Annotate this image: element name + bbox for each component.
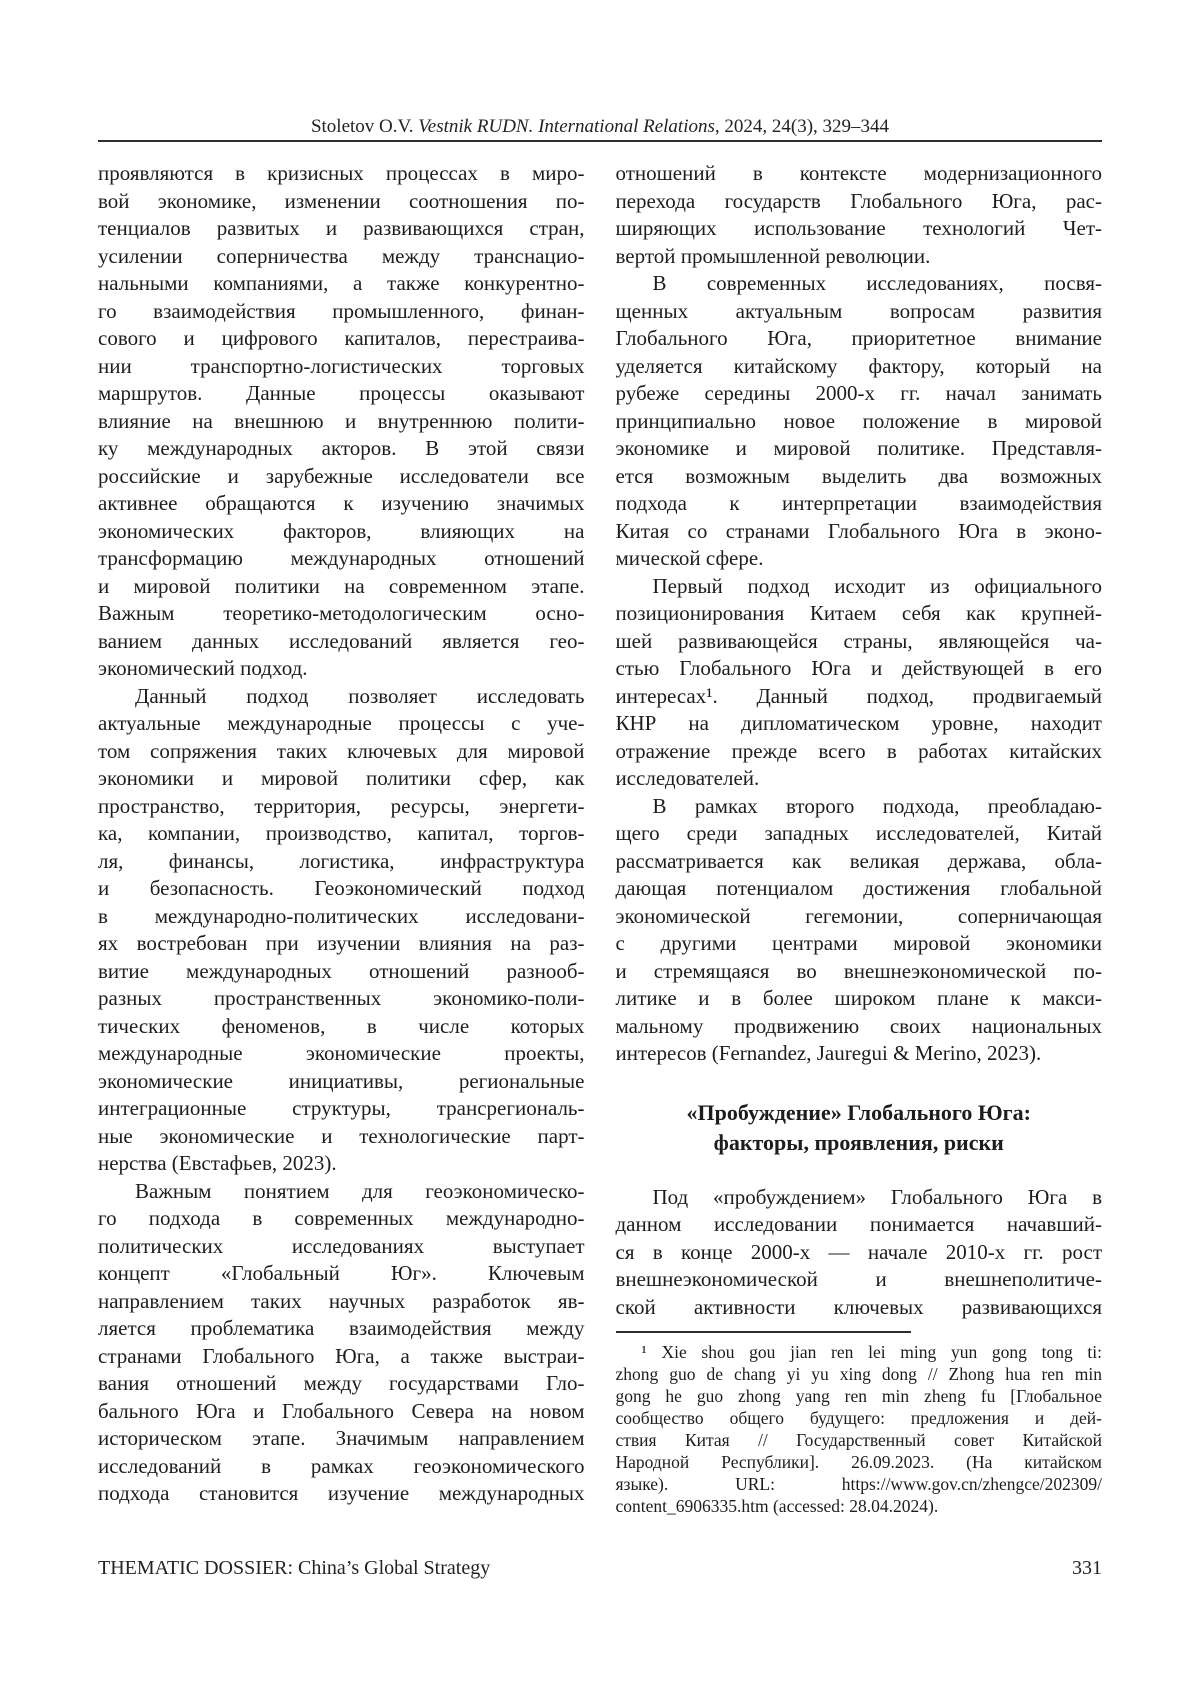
paragraph xyxy=(616,160,1103,270)
footer-dossier-label: THEMATIC DOSSIER: China’s Global Strategy xyxy=(98,1557,491,1579)
text-line: Важным теоретико-методологическим осно- xyxy=(98,601,585,625)
text-line: Важным понятием для геоэкономическо- xyxy=(135,1178,585,1203)
text-line: с другими центрами мировой экономики xyxy=(615,931,1102,955)
text-line: сового и цифрового капиталов, перестраива- xyxy=(98,326,585,350)
heading-line: факторы, проявления, риски xyxy=(713,1129,1004,1155)
footnote-line: ствия Китая // Государственный совет Китайской xyxy=(615,1430,1102,1450)
text-line: рассматривается как великая держава, обла- xyxy=(615,848,1102,873)
text-line: тенциалов развитых и развивающихся стран, xyxy=(98,216,585,240)
text-line: и мировой политики на современном этапе. xyxy=(98,573,585,598)
text-line: историческом этапе. Значимым направлением xyxy=(98,1426,585,1450)
text-line: направлением таких научных разработок яв- xyxy=(98,1288,585,1313)
text-line: исследований в рамках геоэкономического xyxy=(98,1453,585,1478)
paragraph xyxy=(98,683,585,1178)
footnote-line: языке). URL: https://www.gov.cn/zhengce/202309/ xyxy=(615,1474,1102,1494)
text-line: отношений в контексте модернизационного xyxy=(615,161,1102,185)
right-column xyxy=(616,160,1103,1517)
text-line: Под «пробуждением» Глобального Юга в xyxy=(652,1184,1102,1209)
left-column xyxy=(98,160,585,1517)
text-line: нии транспортно-логистических торговых xyxy=(98,353,585,378)
text-line: ской активности ключевых развивающихся xyxy=(615,1294,1102,1319)
text-line: го взаимодействия промышленного, финан- xyxy=(98,298,585,323)
text-line: экономической гегемонии, соперничающая xyxy=(615,903,1102,928)
paragraph xyxy=(616,793,1103,1068)
paragraph xyxy=(98,160,585,683)
text-line: пространство, территория, ресурсы, энергети- xyxy=(98,793,585,818)
text-line: рубеже середины 2000-х гг. начал занимать xyxy=(615,381,1102,405)
text-line: Глобального Юга, приоритетное внимание xyxy=(615,326,1102,350)
text-line: мальному продвижению своих национальных xyxy=(615,1013,1102,1038)
text-line: внешнеэкономической и внешнеполитиче- xyxy=(615,1267,1102,1291)
text-line: витие международных отношений разнооб- xyxy=(98,958,585,983)
text-line: маршрутов. Данные процессы оказывают xyxy=(98,381,585,405)
text-line: литике и в более широком плане к макси- xyxy=(615,986,1102,1010)
text-line: данном исследовании понимается начавший- xyxy=(615,1212,1102,1236)
text-line: ные экономические и технологические парт- xyxy=(98,1123,585,1148)
running-head xyxy=(98,116,1102,138)
text-line: Китая со странами Глобального Юга в эконо- xyxy=(615,518,1102,543)
text-line: подхода к интерпретации взаимодействия xyxy=(615,491,1102,515)
text-line: ка, компании, производство, капитал, торгов- xyxy=(98,821,585,845)
heading-line: «Пробуждение» Глобального Юга: xyxy=(686,1099,1031,1125)
text-line: щего среди западных исследователей, Китай xyxy=(615,821,1102,845)
text-line: ляется проблематика взаимодействия между xyxy=(98,1316,585,1340)
text-line: экономические инициативы, региональные xyxy=(98,1068,585,1093)
text-line: тических феноменов, в числе которых xyxy=(98,1013,585,1038)
page-number: 331 xyxy=(1072,1557,1102,1579)
text-line: отражение прежде всего в работах китайских xyxy=(615,738,1102,763)
text-line: политических исследованиях выступает xyxy=(98,1233,585,1258)
text-line: мической сфере. xyxy=(615,546,764,570)
section-heading xyxy=(616,1098,1103,1158)
text-line: экономике и мировой политике. Представля- xyxy=(615,436,1102,460)
text-line: вания отношений между государствами Гло- xyxy=(98,1371,585,1395)
text-line: исследователей. xyxy=(615,766,760,790)
text-line: ку международных акторов. В этой связи xyxy=(98,436,585,460)
text-line: подхода становится изучение международных xyxy=(98,1481,585,1505)
text-line: интересов (Fernandez, Jauregui & Merino, 2023). xyxy=(615,1041,1042,1065)
footnote-line: Народной Республики]. 26.09.2023. (На китайском xyxy=(615,1452,1102,1472)
running-head-journal-title: Vestnik RUDN. International Relations xyxy=(418,116,715,137)
text-line: бального Юга и Глобального Севера на новом xyxy=(98,1398,585,1423)
text-line: щенных актуальным вопросам развития xyxy=(615,298,1102,323)
text-line: вой экономике, изменении соотношения по- xyxy=(98,188,585,213)
text-line: разных пространственных экономико-поли- xyxy=(98,986,585,1010)
text-line: международные экономические проекты, xyxy=(98,1041,585,1065)
text-line: ванием данных исследований является гео- xyxy=(98,628,585,653)
text-line: КНР на дипломатическом уровне, находит xyxy=(615,711,1102,735)
paragraph xyxy=(616,1184,1103,1322)
text-line: ширяющих использование технологий Чет- xyxy=(615,216,1102,240)
text-line: и стремящаяся во внешнеэкономической по- xyxy=(615,958,1102,983)
footnote-line: content_6906335.htm (accessed: 28.04.2024). xyxy=(615,1496,939,1516)
text-line: экономики и мировой политики сфер, как xyxy=(98,766,585,790)
text-line: шей развивающейся страны, являющейся ча- xyxy=(615,628,1102,653)
text-line: влияние на внешнюю и внутреннюю полити- xyxy=(98,408,585,433)
paragraph xyxy=(616,573,1103,793)
text-line: уделяется китайскому фактору, который на xyxy=(615,353,1102,378)
text-line: усилении соперничества между транснацио- xyxy=(98,243,585,268)
text-line: В современных исследованиях, посвя- xyxy=(652,271,1102,295)
text-line: трансформацию международных отношений xyxy=(98,546,585,570)
text-line: в международно-политических исследовани- xyxy=(98,903,585,928)
text-line: экономический подход. xyxy=(98,656,308,680)
text-line: ля, финансы, логистика, инфраструктура xyxy=(98,848,585,873)
text-line: позиционирования Китаем себя как крупней- xyxy=(615,601,1102,625)
text-line: стью Глобального Юга и действующей в его xyxy=(615,656,1102,680)
footnote-line: zhong guo de chang yi yu xing dong // Zhong hua ren min xyxy=(615,1364,1102,1384)
text-line: нальными компаниями, а также конкурентно- xyxy=(98,271,585,295)
text-line: проявляются в кризисных процессах в миро- xyxy=(98,161,585,185)
header-rule xyxy=(98,140,1102,142)
text-line: дающая потенциалом достижения глобальной xyxy=(615,876,1102,900)
text-line: ях востребован при изучении влияния на раз- xyxy=(98,931,585,955)
text-line: нерства (Евстафьев, 2023). xyxy=(98,1151,337,1175)
text-columns xyxy=(98,160,1102,1517)
text-line: Первый подход исходит из официального xyxy=(652,573,1102,598)
text-line: В рамках второго подхода, преобладаю- xyxy=(652,793,1102,818)
paragraph xyxy=(98,1178,585,1508)
text-line: актуальные международные процессы с уче- xyxy=(98,711,585,735)
running-head-issue-info: , 2024, 24(3), 329–344 xyxy=(714,116,890,137)
text-line: интересах¹. Данный подход, продвигаемый xyxy=(615,683,1102,708)
running-head-author: Stoletov O.V. xyxy=(310,116,419,137)
text-line: активнее обращаются к изучению значимых xyxy=(98,491,585,515)
paragraph xyxy=(616,270,1103,573)
text-line: интеграционные структуры, трансрегиональ- xyxy=(98,1096,585,1120)
text-line: вертой промышленной революции. xyxy=(615,243,931,268)
text-line: перехода государств Глобального Юга, рас- xyxy=(615,188,1102,213)
text-line: странами Глобального Юга, а также выстраи- xyxy=(98,1343,585,1368)
footnote-line: ¹ Xie shou gou jian ren lei ming yun gong tong ti: xyxy=(641,1342,1102,1362)
text-line: ся в конце 2000-х — начале 2010-х гг. рост xyxy=(615,1239,1102,1264)
text-line: го подхода в современных международно- xyxy=(98,1206,585,1230)
page-footer xyxy=(98,1556,1102,1580)
footnote-separator-rule xyxy=(616,1331,911,1333)
footnote-line: сообщество общего будущего: предложения и дей- xyxy=(615,1408,1102,1428)
text-line: ется возможным выделить два возможных xyxy=(615,463,1102,488)
text-line: концепт «Глобальный Юг». Ключевым xyxy=(98,1261,585,1285)
footnote xyxy=(616,1341,1103,1517)
text-line: том сопряжения таких ключевых для мировой xyxy=(98,738,585,763)
text-line: экономических факторов, влияющих на xyxy=(98,518,585,543)
text-line: и безопасность. Геоэкономический подход xyxy=(98,876,585,900)
text-line: Данный подход позволяет исследовать xyxy=(135,683,585,708)
text-line: российские и зарубежные исследователи все xyxy=(98,463,585,488)
text-line: принципиально новое положение в мировой xyxy=(615,408,1102,433)
footnote-line: gong he guo zhong yang ren min zheng fu [Глобальное xyxy=(615,1386,1102,1406)
